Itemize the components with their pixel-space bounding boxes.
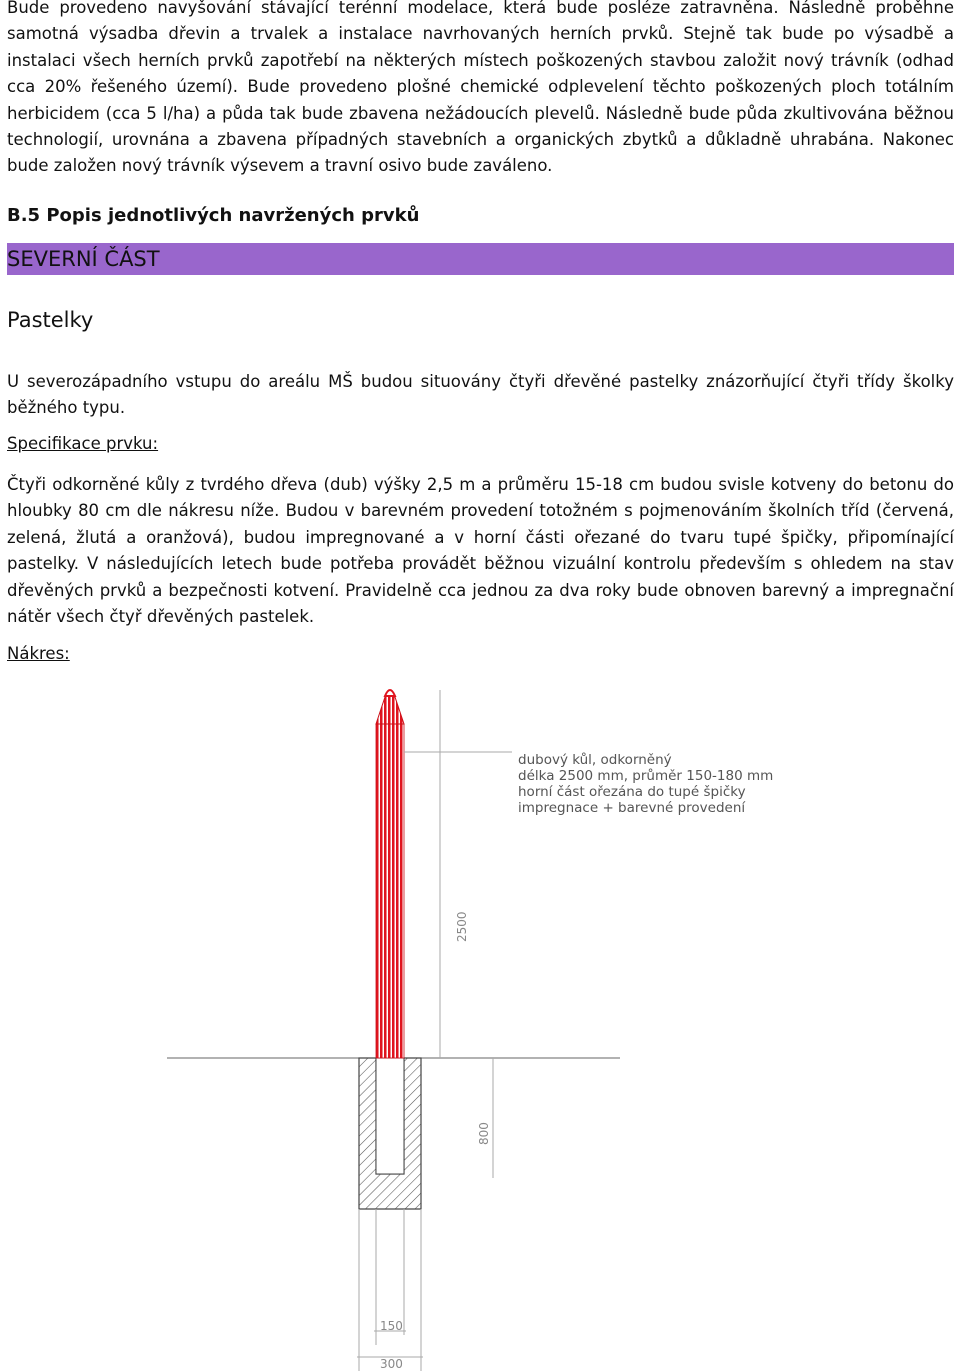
dim-depth-label: 800 bbox=[477, 1122, 491, 1145]
dim-height-label: 2500 bbox=[455, 911, 469, 942]
section-heading: B.5 Popis jednotlivých navržených prvků bbox=[7, 205, 420, 226]
annotation-line-4: impregnace + barevné provedení bbox=[518, 800, 746, 816]
dim-pole-width-label: 150 bbox=[380, 1319, 403, 1333]
pole-tip bbox=[376, 694, 404, 724]
section-band-title: SEVERNÍ ČÁST bbox=[7, 247, 160, 271]
dim-footing-width-label: 300 bbox=[380, 1357, 403, 1371]
intro-paragraph: Bude provedeno navyšování stávající terénní modelace, která bude posléze zatravněna. Následně proběhne samotná výsadba dřevin a trvalek a instalace navrhovaných herních prvků. Stejně tak bude po výsadbě a instalaci všech herních prvků zapotřebí na některých místech poškozených stavbou založit nový trávník (odhad cca 20% řešeného území). Bude provedeno plošné chemické odplevelení těchto poškozených ploch totálním herbicidem (cca 5 l/ha) a půda tak bude zbavena nežádoucích plevelů. Následně bude půda zkultivována běžnou technologií, urovnána a zbavena případných stavebních a organických zbytků a důkladně uhrabána. Nakonec bude založen nový trávník výsevem a travní osivo bude zaváleno. bbox=[7, 0, 954, 176]
spec-paragraph: Čtyři odkorněné kůly z tvrdého dřeva (dub) výšky 2,5 m a průměru 15-18 cm budou svisle kotveny do betonu do hloubky 80 cm dle nákresu níže. Budou v barevném provedení totožném s pojmenováním školních tříd (červená, zelená, žlutá a oranžová), budou impregnované a v horní části ořezané do tvaru tupé špičky, připomínající pastelky. V následujících letech bude potřeba provádět běžnou vizuální kontrolu především s ohledem na stav dřevěných prvků a bezpečnosti kotvení. Pravidelně cca jednou za dva roky bude obnoven barevný a impregnační nátěr všech čtyř dřevěných pastelek. bbox=[7, 475, 954, 627]
pole-body bbox=[376, 724, 404, 1058]
item-heading: Pastelky bbox=[7, 308, 94, 332]
pole-tip-cap bbox=[385, 690, 395, 696]
drawing-label: Nákres: bbox=[7, 644, 70, 663]
spec-label: Specifikace prvku: bbox=[7, 434, 159, 453]
annotation-line-3: horní část ořezána do tupé špičky bbox=[518, 784, 746, 800]
annotation-line-2: délka 2500 mm, průměr 150-180 mm bbox=[518, 768, 774, 784]
item-description: U severozápadního vstupu do areálu MŠ budou situovány čtyři dřevěné pastelky znázorňující čtyři třídy školky běžného typu. bbox=[7, 372, 954, 418]
annotation-line-1: dubový kůl, odkorněný bbox=[518, 752, 672, 768]
pole-embedded bbox=[376, 1058, 404, 1174]
